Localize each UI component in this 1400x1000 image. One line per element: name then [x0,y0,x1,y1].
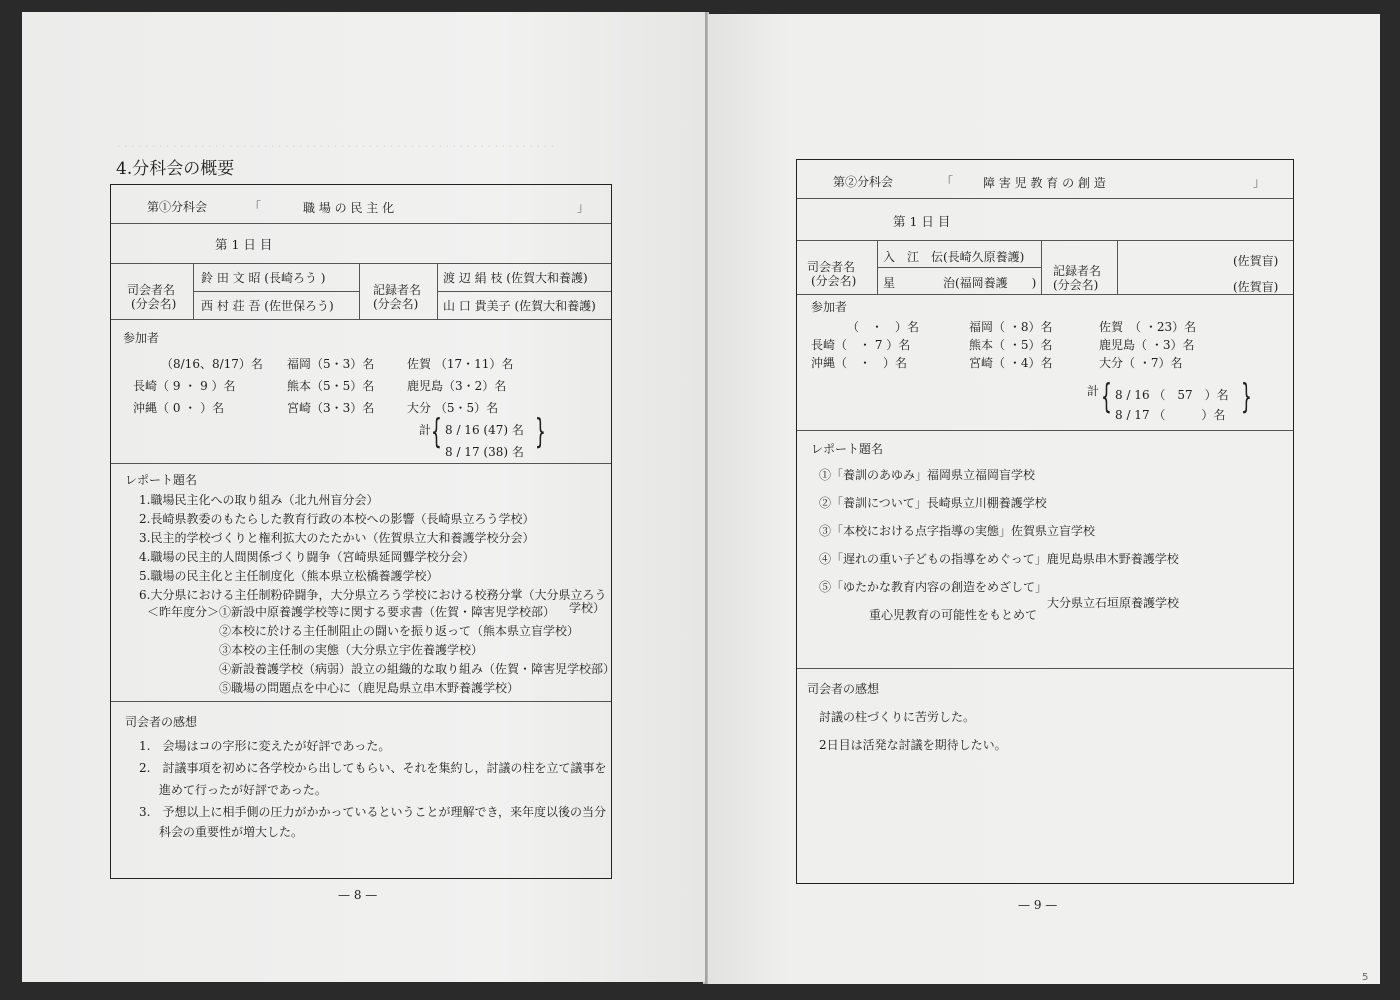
open-quote: 「 [249,200,262,214]
chair-label-sub: (分会名) [131,297,177,311]
participant-cell: 沖縄（ 0 ・ ）名 [133,401,225,415]
section-title: 4.分科会の概要 [116,159,235,179]
impression-line: 討議の柱づくりに苦労した。 [819,710,976,724]
participants-label: 参加者 [123,331,160,345]
right-session-box [796,159,1294,884]
impression-line: 3. 予想以上に相手側の圧力がかかっているということが理解でき，来年度以後の当分 [139,805,606,819]
corner-mark: 5 [1362,972,1369,983]
report-item: ⑤「ゆたかな教育内容の創造をめざして」 [819,580,1048,594]
prev-year-label: ＜昨年度分＞ [147,605,220,619]
participant-cell: 福岡（ ・8）名 [969,320,1053,334]
participant-cell: 鹿児島（3・2）名 [407,379,507,393]
report-item: ②「養訓について」長崎県立川棚養護学校 [819,496,1047,510]
report-label: レポート題名 [811,442,884,456]
total-day2: 8 / 17 （ ）名 [1115,408,1226,422]
recorder-name-2: 山 口 貴美子 (佐賀大和養護) [443,299,596,313]
participant-cell: 大分 （5・5）名 [407,401,499,415]
report-label: レポート題名 [125,473,198,487]
impression-line: 進めて行ったが好評であった。 [159,783,327,797]
session-group: 第①分科会 [147,200,208,214]
report-item: ③「本校における点字指導の実態」佐賀県立盲学校 [819,524,1096,538]
participant-cell: 福岡（5・3）名 [287,357,375,371]
total-day1: 8 / 16 (47) 名 [445,423,524,437]
open-quote: 「 [941,175,954,189]
bleed-through: · · · · · · · · · · · · · · · · · · · · · · · · · · · · · · · · · · · · · · · · · · · · · · · · · · · · · · · · · · · · · · · [117,140,555,153]
left-session-box [110,184,616,879]
report-item-sub: 重心児教育の可能性をもとめて [869,608,1038,622]
chair-label-sub: (分会名) [811,274,857,288]
impression-line: 2. 討議事項を初めに各学校から出してもらい、それを集約し，討議の柱を立て議事を [139,761,607,775]
prev-year-item: ④新設養護学校（病弱）設立の組織的な取り組み（佐賀・障害児学校部） [219,662,616,676]
prev-year-item: ③本校の主任制の実態（大分県立宇佐養護学校） [219,643,484,657]
page-number: — 8 — [338,888,378,902]
brace-close: } [1241,377,1252,417]
participant-cell: 熊本（5・5）名 [287,379,375,393]
chair-name-2: 星 治(福岡養護 ) [883,276,1037,290]
recorder-name-2: (佐賀盲) [1233,280,1279,294]
right-page [708,14,1380,984]
report-item-tail: 学校） [569,601,606,615]
close-quote: 」 [577,200,590,214]
participant-cell: （ ・ ）名 [847,320,920,334]
prev-year-item: ①新設中原養護学校等に関する要求書（佐賀・障害児学校部） [219,605,556,619]
day-label: 第 1 日 目 [215,237,273,252]
impressions-label: 司会者の感想 [125,715,198,729]
participant-cell: 熊本（ ・5）名 [969,338,1053,352]
recorder-label-sub: (分会名) [1053,278,1099,292]
chair-label: 司会者名 [807,260,856,274]
report-item-school: 大分県立石垣原養護学校 [1047,596,1180,610]
chair-name-1: 入 江 伝(長崎久原養護) [883,250,1025,264]
report-item: 1.職場民主化への取り組み（北九州盲分会） [139,493,379,507]
participants-label: 参加者 [811,300,848,314]
report-item: ④「遅れの重い子どもの指導をめぐって」鹿児島県串木野養護学校 [819,552,1179,566]
prev-year-item: ②本校に於ける主任制阻止の闘いを振り返って（熊本県立盲学校） [219,624,580,638]
recorder-label: 記録者名 [373,283,422,297]
participant-cell: 長崎（ 9 ・ 9 ）名 [133,379,236,393]
prev-year-item: ⑤職場の問題点を中心に（鹿児島県立串木野養護学校） [219,681,520,695]
brace-close: } [535,412,546,452]
participant-cell: 佐賀 （17・11）名 [407,357,514,371]
participant-cell: 大分（ ・7）名 [1099,356,1183,370]
report-item: 6.大分県における主任制粉砕闘争，大分県立ろう学校における校務分掌（大分県立ろう [139,588,607,602]
participant-cell: 長崎（ ・ 7 ）名 [811,338,911,352]
participant-cell: 佐賀 （ ・23）名 [1099,320,1197,334]
chair-name-2: 西 村 荘 吾 (佐世保ろう) [201,299,334,313]
session-theme: 職 場 の 民 主 化 [303,201,395,215]
report-item: 4.職場の民主的人間関係づくり闘争（宮崎県延岡聾学校分会） [139,550,475,564]
session-group: 第②分科会 [833,175,894,189]
report-item: 2.長崎県教委のもたらした教育行政の本校への影響（長崎県立ろう学校） [139,512,535,526]
chair-label: 司会者名 [127,283,176,297]
brace-open: { [431,412,442,452]
participant-cell: 鹿児島（ ・3）名 [1099,338,1195,352]
left-page [22,12,705,982]
impression-line: 1. 会場はコの字形に変えたが好評であった。 [139,739,391,753]
recorder-label: 記録者名 [1053,264,1102,278]
page-number: — 9 — [1018,898,1058,912]
total-label: 計 [1087,384,1100,398]
total-day1: 8 / 16 （ 57 ）名 [1115,388,1229,402]
session-theme: 障 害 児 教 育 の 創 造 [983,176,1106,190]
participant-cell: 宮崎（ ・4）名 [969,356,1053,370]
recorder-name-1: (佐賀盲) [1233,254,1279,268]
recorder-name-1: 渡 辺 絹 枝 (佐賀大和養護) [443,271,588,285]
recorder-label-sub: (分会名) [373,297,419,311]
chair-name-1: 鈴 田 文 昭 (長崎ろう ) [201,271,326,285]
day-label: 第 1 日 目 [893,214,951,229]
participant-cell: 宮崎（3・3）名 [287,401,375,415]
total-label: 計 [419,423,432,437]
brace-open: { [1101,377,1112,417]
total-day2: 8 / 17 (38) 名 [445,445,524,459]
report-item: ①「養訓のあゆみ」福岡県立福岡盲学校 [819,468,1036,482]
close-quote: 」 [1253,175,1266,189]
report-item: 3.民主的学校づくりと権利拡大のたたかい（佐賀県立大和養護学校分会） [139,531,535,545]
impressions-label: 司会者の感想 [807,682,880,696]
participant-cell: （8/16、8/17）名 [161,357,263,371]
report-item: 5.職場の民主化と主任制度化（熊本県立松橋養護学校） [139,569,439,583]
impression-line: 科会の重要性が増大した。 [159,825,304,839]
impression-line: 2日目は活発な討議を期待したい。 [819,738,1007,752]
participant-cell: 沖縄（ ・ ）名 [811,356,908,370]
